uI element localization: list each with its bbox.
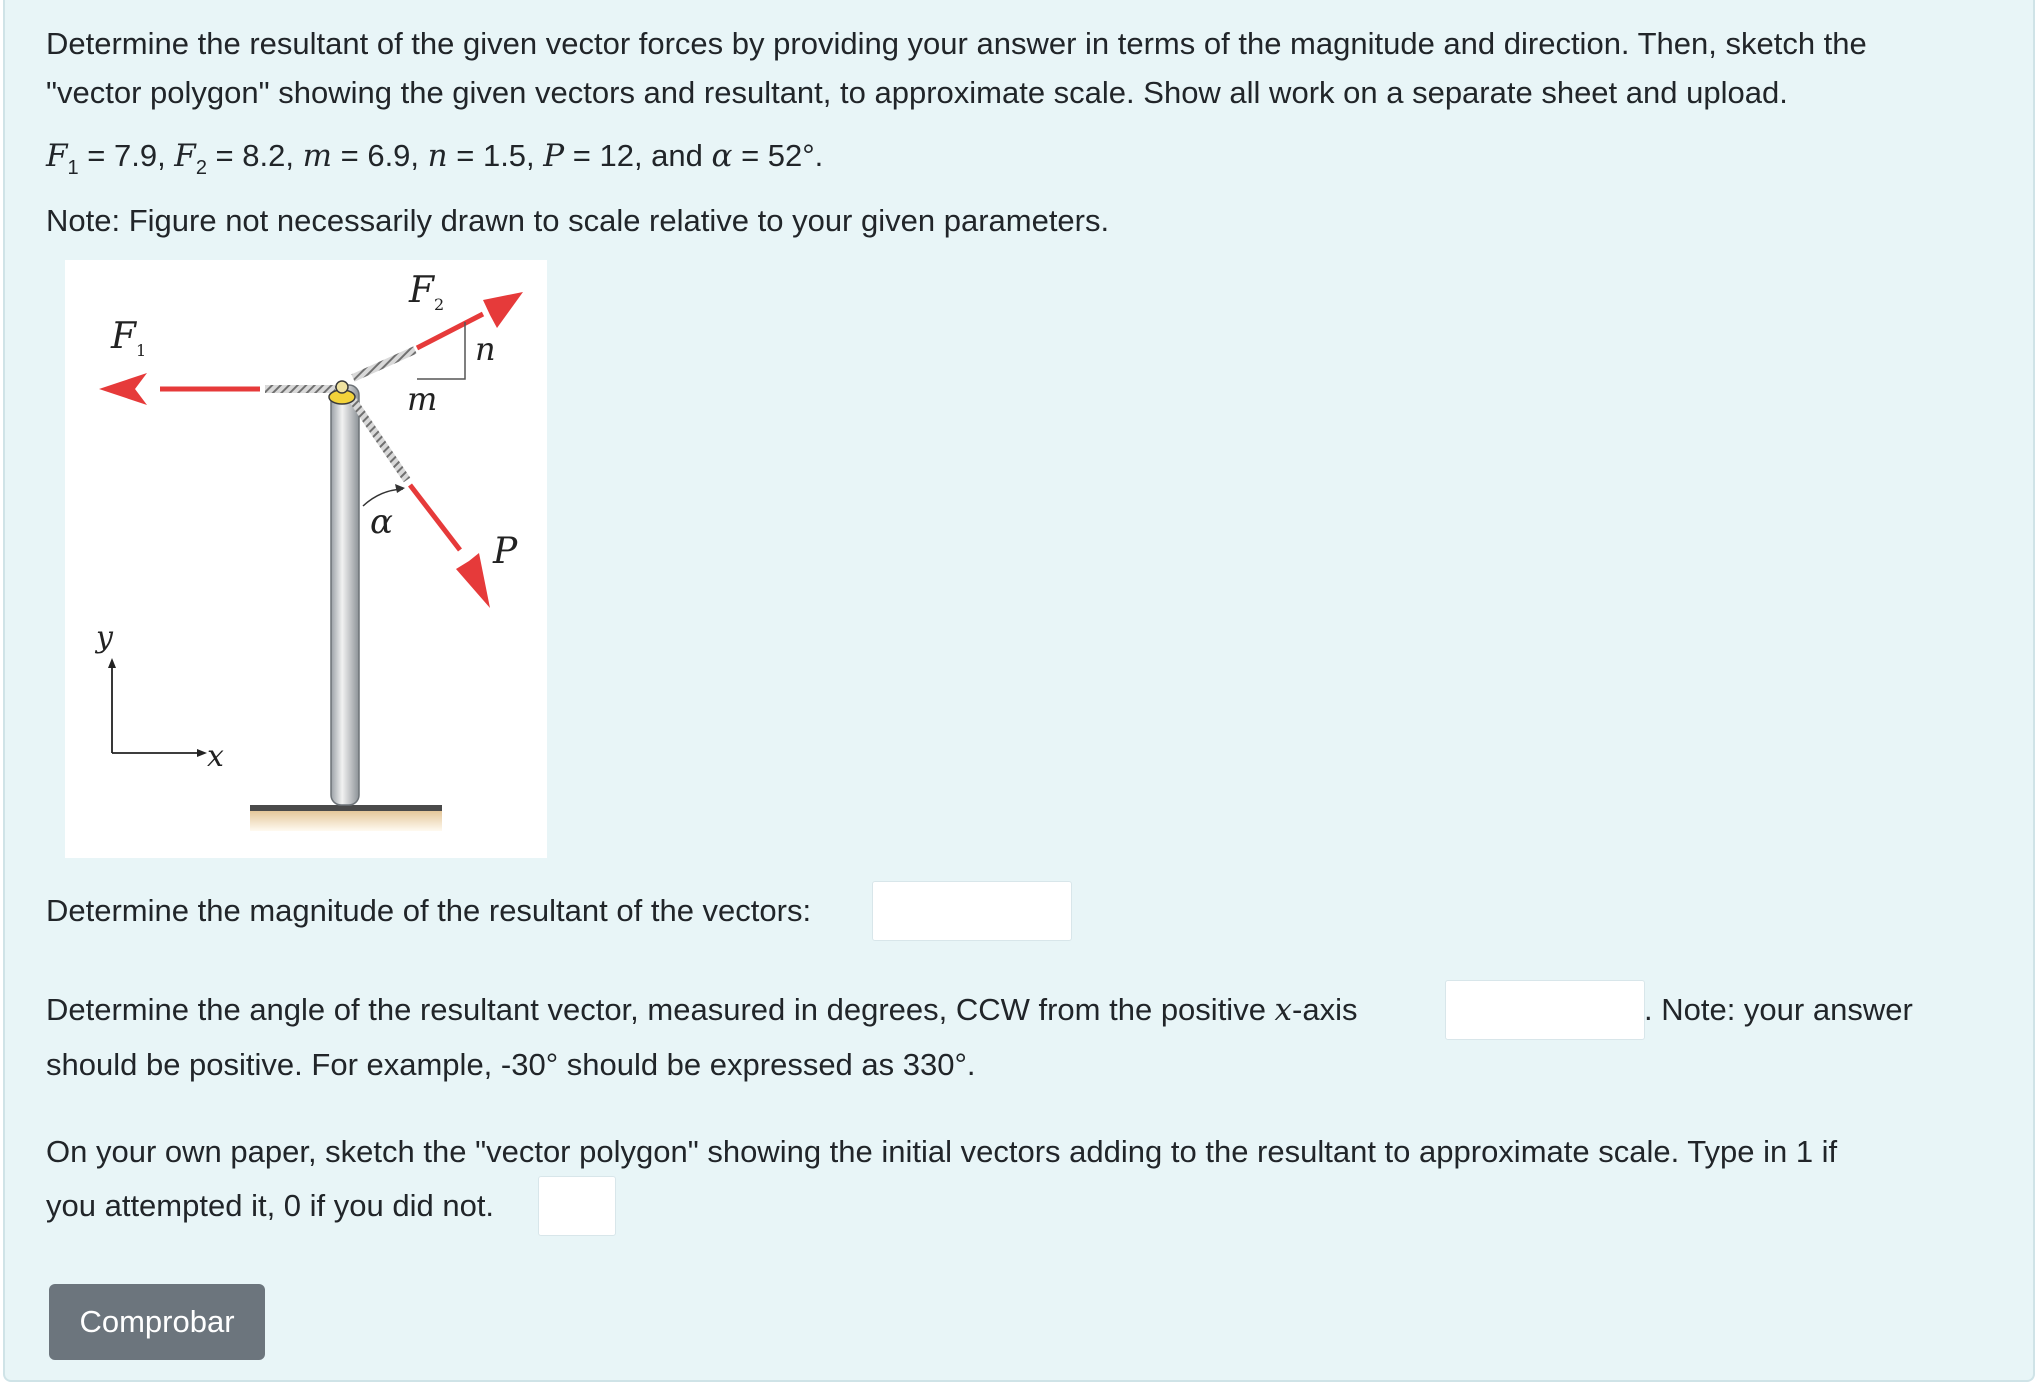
- label-p: P: [493, 531, 518, 572]
- f2-subscript: 2: [195, 157, 207, 179]
- label-y: y: [96, 620, 113, 655]
- q2-axis-symbol: x: [1274, 992, 1293, 1028]
- label-n: n: [475, 330, 496, 368]
- rope-f1: [265, 385, 335, 393]
- f1-arrow-head: [99, 373, 147, 405]
- ground-fill: [250, 811, 442, 831]
- check-button[interactable]: Comprobar: [49, 1284, 265, 1360]
- given-parameters: [46, 132, 823, 192]
- label-alpha: α: [370, 502, 393, 542]
- p-arrow-shaft: [410, 485, 460, 550]
- knot-top: [336, 381, 348, 393]
- ground: [250, 805, 442, 811]
- f1-symbol: F: [46, 138, 68, 174]
- label-m: m: [407, 380, 438, 418]
- f2-value: = 8.2,: [206, 138, 303, 173]
- y-axis-head: [108, 658, 116, 668]
- alpha-arc-head: [395, 484, 405, 493]
- problem-figure: [65, 260, 547, 858]
- pole: [331, 385, 359, 805]
- slope-triangle: [417, 322, 465, 379]
- label-x: x: [207, 739, 224, 774]
- rope-f2: [353, 350, 415, 378]
- p-arrow-head: [456, 553, 490, 608]
- q3-line2: you attempted it, 0 if you did not.: [46, 1188, 495, 1223]
- alpha-value: = 52°.: [732, 138, 824, 173]
- f2-symbol: F: [174, 138, 196, 174]
- problem-text-line2: "vector polygon" showing the given vectors and resultant, to approximate scale. Show all work on a separate sheet and upload.: [46, 75, 1788, 110]
- q2-line2: should be positive. For example, -30° should be expressed as 330°.: [46, 1047, 976, 1082]
- figure-note: Note: Figure not necessarily drawn to scale relative to your given parameters.: [46, 203, 1110, 238]
- problem-text-line1: Determine the resultant of the given vector forces by providing your answer in terms of the magnitude and direction. Then, sketch the: [46, 26, 1867, 61]
- q1-label: Determine the magnitude of the resultant of the vectors:: [46, 893, 812, 928]
- q3-line1: On your own paper, sketch the "vector polygon" showing the initial vectors adding to the resultant to approximate scale. Type in 1 if: [46, 1134, 1838, 1169]
- f2-arrow-head: [483, 292, 523, 328]
- p-value: = 12, and: [564, 138, 712, 173]
- question-card: [3, 0, 2035, 1382]
- x-axis-head: [197, 749, 207, 757]
- label-f1: $F_1$: [111, 316, 147, 360]
- q2-note: . Note: your answer: [1644, 992, 1913, 1027]
- q2-axis-suffix: -axis: [1292, 992, 1358, 1027]
- f1-subscript: 1: [67, 157, 79, 179]
- m-value: = 6.9,: [332, 138, 428, 173]
- magnitude-input[interactable]: [872, 881, 1072, 941]
- f1-value: = 7.9,: [78, 138, 175, 173]
- q2-label-text: Determine the angle of the resultant vector, measured in degrees, CCW from the positive: [46, 992, 1275, 1027]
- angle-input[interactable]: [1445, 980, 1645, 1040]
- label-f2: $F_2$: [409, 270, 445, 314]
- m-symbol: m: [302, 138, 332, 174]
- n-value: = 1.5,: [447, 138, 544, 173]
- q2-label: [46, 986, 1357, 1034]
- p-symbol: P: [543, 138, 565, 174]
- n-symbol: n: [427, 138, 448, 174]
- f2-arrow-shaft: [417, 314, 483, 348]
- sketch-attempt-input[interactable]: [538, 1176, 616, 1236]
- alpha-symbol: α: [711, 138, 733, 174]
